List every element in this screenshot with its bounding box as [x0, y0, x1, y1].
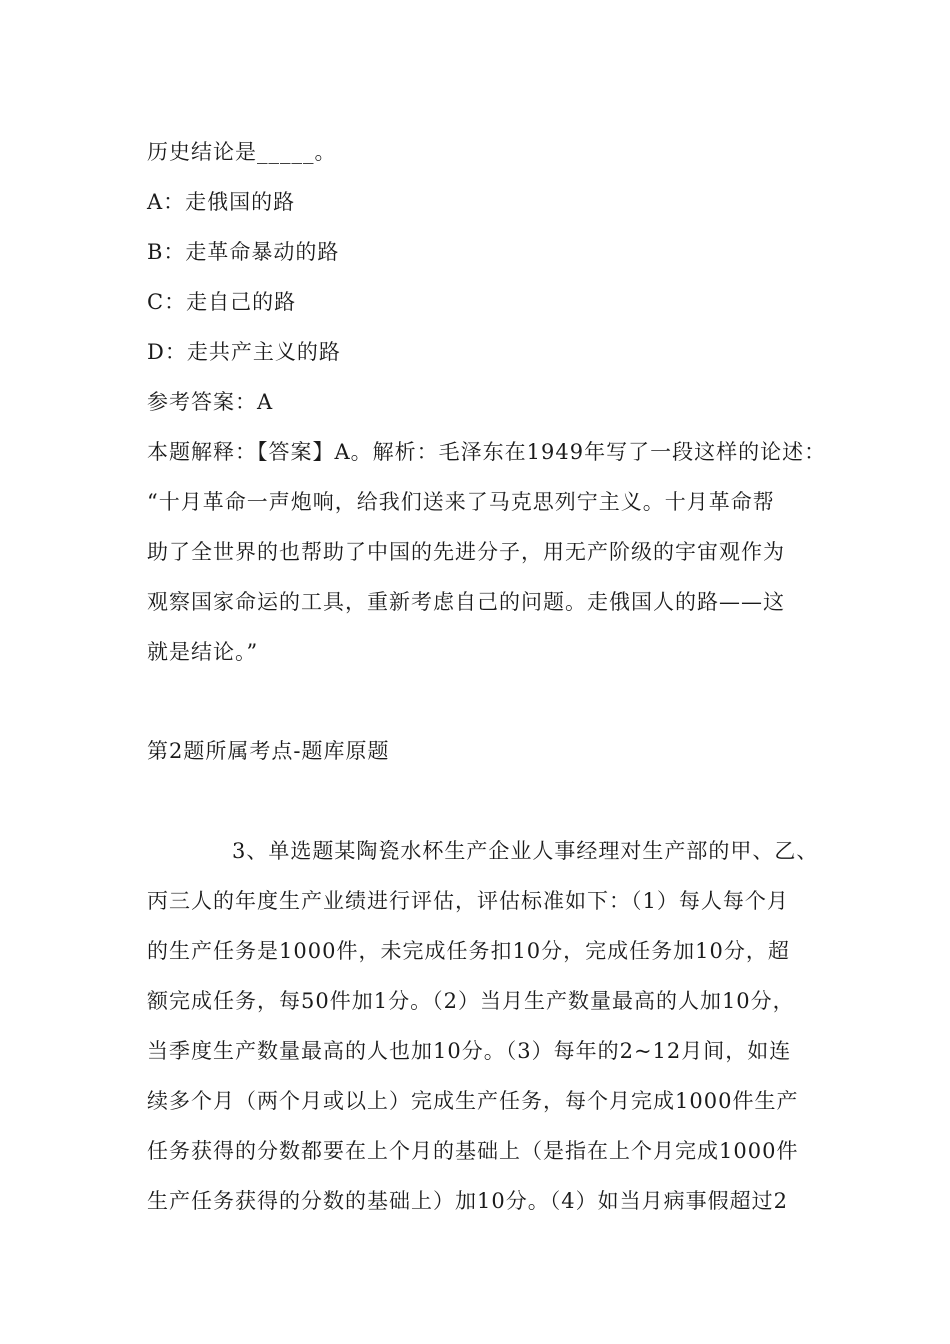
- question-3-line: 额完成任务，每50件加1分。（2）当月生产数量最高的人加10分，: [147, 989, 795, 1013]
- option-c: C：走自己的路: [147, 290, 297, 314]
- question-3-line: 3、单选题某陶瓷水杯生产企业人事经理对生产部的甲、乙、: [232, 839, 819, 863]
- question-3-line: 任务获得的分数都要在上个月的基础上（是指在上个月完成1000件: [147, 1139, 799, 1163]
- explanation-line: 就是结论。”: [147, 640, 259, 664]
- question-3-line: 丙三人的年度生产业绩进行评估，评估标准如下：（1）每人每个月: [147, 889, 789, 913]
- explanation-line: “十月革命一声炮响，给我们送来了马克思列宁主义。十月革命帮: [147, 490, 775, 514]
- option-b: B：走革命暴动的路: [147, 240, 340, 264]
- option-a: A：走俄国的路: [147, 190, 296, 214]
- explanation-line: 本题解释：【答案】A。解析：毛泽东在1949年写了一段这样的论述：: [147, 440, 827, 464]
- question-3-line: 的生产任务是1000件，未完成任务扣10分，完成任务加10分，超: [147, 939, 790, 963]
- explanation-line: 助了全世界的也帮助了中国的先进分子，用无产阶级的宇宙观作为: [147, 540, 785, 564]
- section-note: 第2题所属考点-题库原题: [147, 739, 390, 763]
- reference-answer: 参考答案：A: [147, 390, 274, 414]
- question-3-line: 续多个月（两个月或以上）完成生产任务，每个月完成1000件生产: [147, 1089, 799, 1113]
- explanation-line: 观察国家命运的工具，重新考虑自己的问题。走俄国人的路——这: [147, 590, 785, 614]
- question-stem-tail: 历史结论是_____。: [147, 140, 337, 164]
- option-d: D：走共产主义的路: [147, 340, 341, 364]
- question-3-line: 生产任务获得的分数的基础上）加10分。（4）如当月病事假超过2: [147, 1189, 788, 1213]
- question-3-line: 当季度生产数量最高的人也加10分。（3）每年的2~12月间，如连: [147, 1039, 792, 1063]
